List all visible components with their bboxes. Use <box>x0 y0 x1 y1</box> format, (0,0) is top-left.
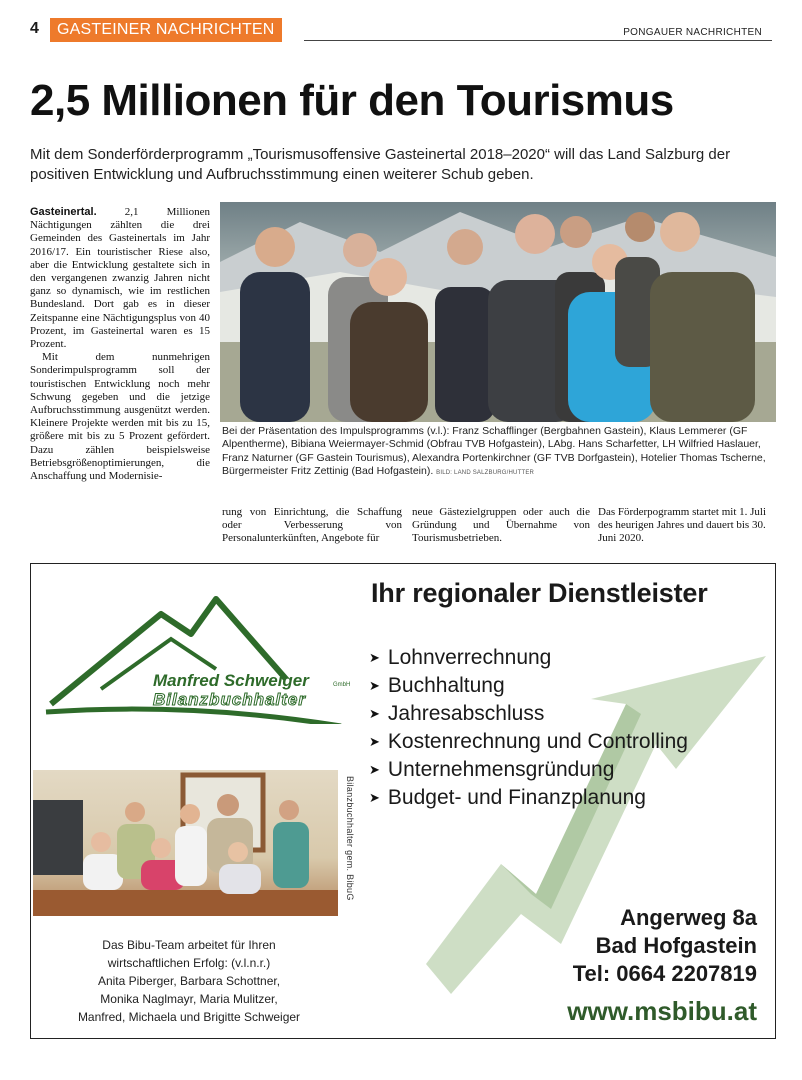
arrow-bullet-icon: ➤ <box>369 734 380 749</box>
dateline: Gasteinertal. <box>30 206 97 218</box>
advertisement <box>30 563 776 1039</box>
article-column-2 <box>222 506 402 546</box>
headline: 2,5 Millionen für den Tourismus <box>30 76 674 125</box>
phone-number: Tel: 0664 2207819 <box>572 961 757 986</box>
article-photo <box>220 202 776 422</box>
arrow-bullet-icon: ➤ <box>369 650 380 665</box>
service-item: ➤ Unternehmensgründung <box>369 756 688 784</box>
article-paragraph: Das Förderpogramm startet mit 1. Juli des heurigen Jahres und dauert bis 30. Juni 2020. <box>598 506 767 545</box>
photo-caption <box>222 425 776 481</box>
publication-name: PONGAUER NACHRICHTEN <box>623 27 762 38</box>
contact-address <box>573 904 757 988</box>
section-tag: GASTEINER NACHRICHTEN <box>50 18 282 42</box>
service-item: ➤ Buchhaltung <box>369 672 688 700</box>
article-column-1 <box>30 206 210 483</box>
photo-credit: BILD: LAND SALZBURG/HUTTER <box>436 470 535 477</box>
caption-text: Bei der Präsentation des Impulsprogramms (v.l.): Franz Schafflinger (Bergbahnen Gastein), Klaus Lemmerer (GF Alpentherme), Bibiana Weiermayer-Schmid (Obfrau TVB Hofgastein), LAbg. Hans Scharfetter, LH Wilfried Haslauer, Franz Naturner (GF Gastein Tourismus), Alexandra Portenkirchner (GF TVB Dorfgastein), Hotelier Thomas Tscherne, Bürgermeister Fritz Zettinig (Bad Hofgastein). <box>222 425 766 478</box>
subheadline: Mit dem Sonderförderprogramm „Tourismusoffensive Gasteinertal 2018–2020“ will das Land Salzburg der positiven Entwicklung und Aufbruchsstimmung einen weiterer Schub geben. <box>30 146 731 183</box>
article-paragraph: neue Gästezielgruppen oder auch die Gründung und Übernahme von Tourismusbetrieben. <box>412 506 590 545</box>
ad-title: Ihr regionaler Dienstleister <box>371 578 708 608</box>
paragraph-text: 2,1 Millionen Nächtigungen zählten die drei Gemeinden des Gasteinertals im Jahr 2016/17. Ein touristischer Riese also, aber die Entwicklung gestaltete sich in den vergangenen zwanzig Jahren nicht ganz so dynamisch, wie im restlichen Bundesland. Dort gab es in dieser Zeitspanne eine Nächtigungsplus von 40 Prozent, im Gasteinertal waren es 15 Prozent. <box>30 206 210 351</box>
address-city: Bad Hofgastein <box>595 933 757 958</box>
website-link[interactable]: www.msbibu.at <box>567 996 757 1026</box>
qualification-note: Bilanzbuchhalter gem. BibuG <box>345 776 355 901</box>
article-paragraph: rung von Einrichtung, die Schaffung oder Verbesserung von Personalunterkünften, Angebote für <box>222 506 402 545</box>
logo-company-name: Manfred Schweiger <box>153 671 309 690</box>
address-street: Angerweg 8a <box>620 905 757 930</box>
logo-subtitle: Bilanzbuchhalter <box>153 690 306 709</box>
arrow-bullet-icon: ➤ <box>369 678 380 693</box>
services-list <box>369 644 688 812</box>
article-paragraph <box>30 206 210 351</box>
arrow-bullet-icon: ➤ <box>369 790 380 805</box>
article-column-3 <box>412 506 590 546</box>
team-photo <box>33 770 338 916</box>
service-item: ➤ Lohnverrechnung <box>369 644 688 672</box>
arrow-bullet-icon: ➤ <box>369 706 380 721</box>
arrow-bullet-icon: ➤ <box>369 762 380 777</box>
page-number: 4 <box>30 20 39 37</box>
service-item: ➤ Kostenrechnung und Controlling <box>369 728 688 756</box>
group-photo-illustration <box>220 202 776 422</box>
team-photo-illustration <box>33 770 338 916</box>
service-item: ➤ Budget- und Finanzplanung <box>369 784 688 812</box>
logo-gmbh: GmbH <box>333 682 351 688</box>
article-column-4 <box>598 506 775 546</box>
header-rule <box>304 40 772 41</box>
service-item: ➤ Jahresabschluss <box>369 700 688 728</box>
team-caption: Das Bibu-Team arbeitet für Ihren wirtschaftlichen Erfolg: (v.l.n.r.) Anita Piberger, Barbara Schottner, Monika Naglmayr, Maria Mulitzer, Manfred, Michaela und Brigitte Schweiger <box>77 938 301 1024</box>
article-paragraph: Mit dem nunmehrigen Sonderimpulsprogramm soll der touristischen Entwicklung noch mehr Schwung gegeben und die jetzige Aufbruchsstimmung ausgenützt werden. Kleinere Projekte werden mit bis zu 15, größere mit bis zu 5 Prozent gefördert. Dazu zählen beispielsweise Betriebsgrößenoptimierungen, die Anschaffung und Modernisie- <box>30 351 210 483</box>
